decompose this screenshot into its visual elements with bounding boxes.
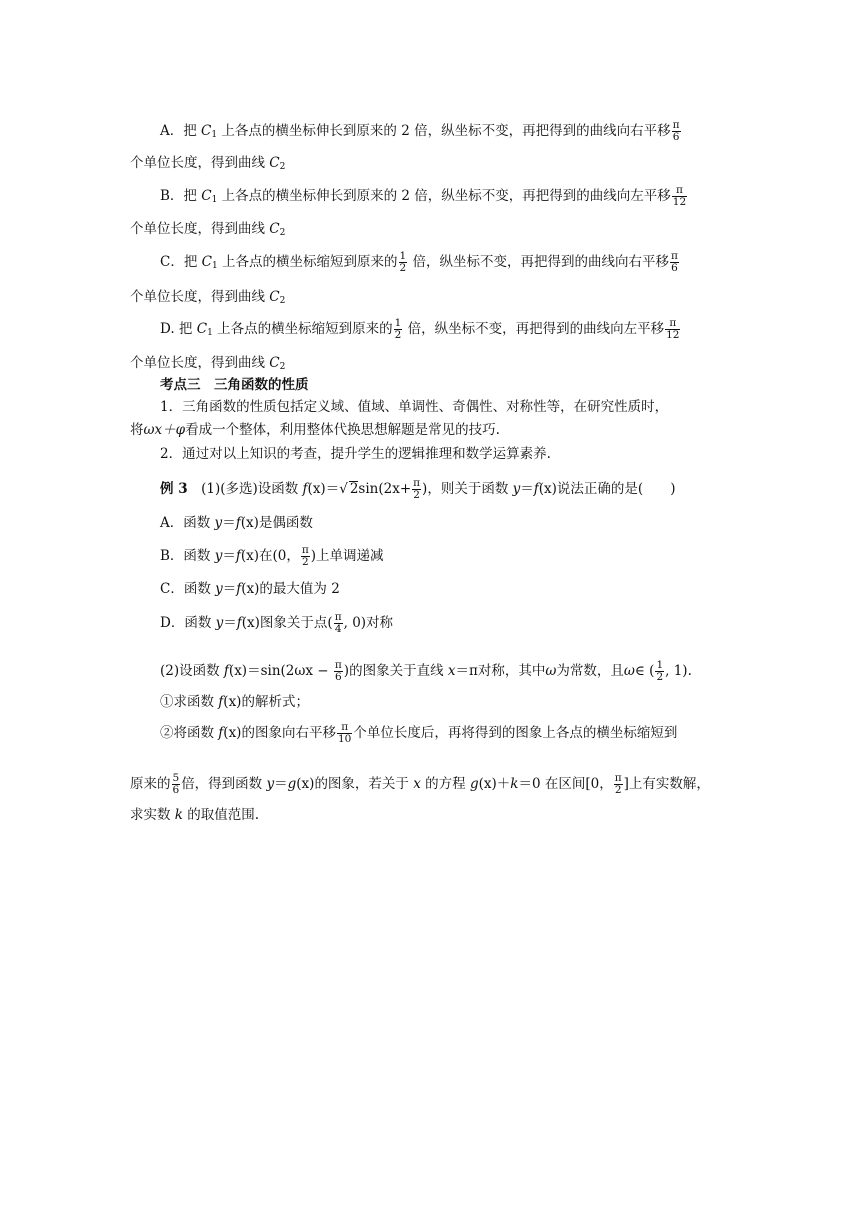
fraction: $\frac{\pi}{2}$ <box>301 544 309 568</box>
example-option-a: A．函数 y＝f(x)是偶函数 <box>160 515 313 531</box>
fraction: $\frac{\pi}{6}$ <box>672 119 680 143</box>
sub-question-2-line2: 原来的 $\frac{5}{6}$ 倍，得到函数 y＝g(x)的图象，若关于 x 的方程 g(x)＋k＝0 在区间[0， $\frac{\pi}{2}$ ]上有实数解， <box>130 772 710 796</box>
fraction: $\frac{\pi}{6}$ <box>671 250 678 274</box>
fraction: $\frac{\pi}{4}$ <box>334 611 342 635</box>
sub-question-2-line1: ②将函数 f(x)的图象向右平移 $\frac{\pi}{10}$ 个单位长度后，再将得到的图象上各点的横坐标缩短到 <box>160 721 678 745</box>
option-d-line1: D. 把 $C_1$ 上各点的横坐标缩短到原来的 $\frac{1}{2}$ 倍，纵坐标不变，再把得到的曲线向左平移 $\frac{\pi}{12}$ <box>160 317 680 341</box>
example-3-question-1: 例 3 (1)(多选)设函数 f(x)＝√ 2sin(2x+ $\frac{\pi}{2}$ )，则关于函数 y＝f(x)说法正确的是( ) <box>160 477 676 501</box>
fraction: $\frac{\pi}{2}$ <box>614 772 622 796</box>
option-a-line2: 个单位长度，得到曲线 $C_2$ <box>130 155 286 172</box>
option-c-line2: 个单位长度，得到曲线 $C_2$ <box>130 289 286 306</box>
fraction: $\frac{1}{2}$ <box>656 659 664 683</box>
paragraph-1a: 1．三角函数的性质包括定义域、值域、单调性、奇偶性、对称性等，在研究性质时， <box>160 399 669 415</box>
example-3-question-2: (2)设函数 f(x)＝sin(2ωx − $\frac{\pi}{6}$ )的图象关于直线 x＝π对称，其中ω为常数，且ω∈ ( $\frac{1}{2}$ , 1). <box>160 659 692 683</box>
fraction: $\frac{1}{2}$ <box>399 250 407 274</box>
example-label: 例 3 <box>160 481 188 497</box>
option-b-line1: B．把 $C_1$ 上各点的横坐标伸长到原来的 2 倍，纵坐标不变，再把得到的曲线向左平移 $\frac{\pi}{12}$ <box>160 184 687 208</box>
option-d-line2: 个单位长度，得到曲线 $C_2$ <box>130 355 286 372</box>
sub-question-1: ①求函数 f(x)的解析式； <box>160 694 309 710</box>
fraction: $\frac{\pi}{2}$ <box>413 477 421 501</box>
sub-question-2-line3: 求实数 k 的取值范围. <box>130 807 260 823</box>
option-c-line1: C．把 $C_1$ 上各点的横坐标缩短到原来的 $\frac{1}{2}$ 倍，纵坐标不变，再把得到的曲线向右平移 $\frac{\pi}{6}$ <box>160 250 678 274</box>
example-option-c: C．函数 y＝f(x)的最大值为 2 <box>160 581 340 597</box>
paragraph-1b: 将ωx＋φ看成一个整体，利用整体代换思想解题是常见的技巧. <box>130 422 500 438</box>
fraction: $\frac{\pi}{6}$ <box>334 659 342 683</box>
option-a-line1: A．把 $C_1$ 上各点的横坐标伸长到原来的 2 倍，纵坐标不变，再把得到的曲线向右平移 $\frac{\pi}{6}$ <box>160 119 680 143</box>
example-option-d: D．函数 y＝f(x)图象关于点( $\frac{\pi}{4}$ , 0)对称 <box>160 611 394 635</box>
fraction: $\frac{5}{6}$ <box>172 772 180 796</box>
fraction: $\frac{\pi}{12}$ <box>666 317 680 341</box>
option-b-line2: 个单位长度，得到曲线 $C_2$ <box>130 221 286 238</box>
section-heading: 考点三 三角函数的性质 <box>160 377 309 393</box>
fraction: $\frac{\pi}{10}$ <box>337 721 352 745</box>
fraction: $\frac{\pi}{12}$ <box>672 184 687 208</box>
paragraph-2: 2．通过对以上知识的考查，提升学生的逻辑推理和数学运算素养. <box>160 446 551 462</box>
fraction: $\frac{1}{2}$ <box>394 317 402 341</box>
example-option-b: B．函数 y＝f(x)在(0， $\frac{\pi}{2}$ )上单调递减 <box>160 544 384 568</box>
